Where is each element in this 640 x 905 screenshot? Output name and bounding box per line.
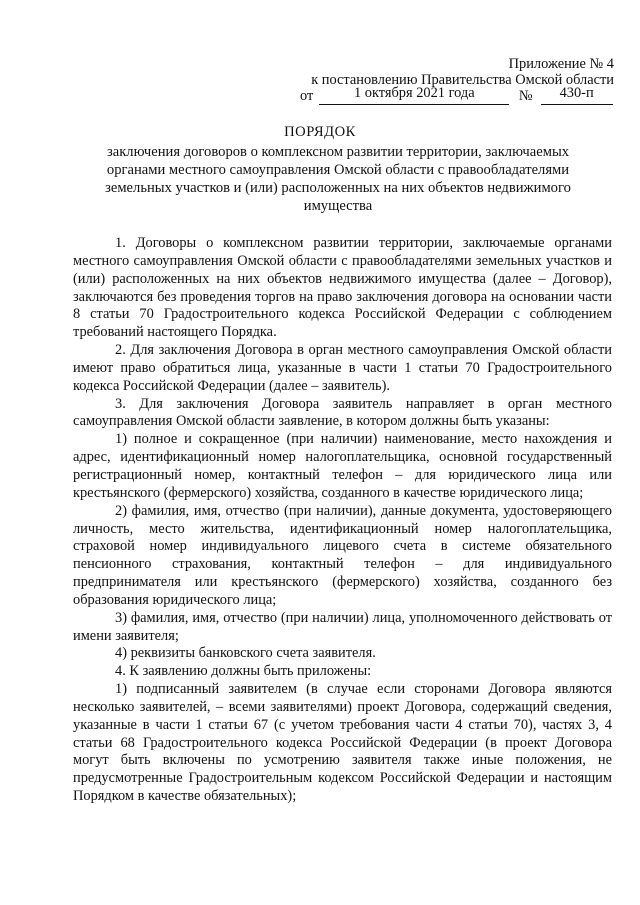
paragraph: 2) фамилия, имя, отчество (при наличии), данные документа, удостоверяющего личность, место жительства, идентификационный номер налогоплательщика, страховой номер индивидуального лицевого счета в системе обязательного пенсионного страхования, контактный телефон – для индивидуального предпринимателя или крестьянского (фермерского) хозяйства, созданного без образования юридического лица; (73, 502, 612, 608)
paragraph: 2. Для заключения Договора в орган местного самоуправления Омской области имеют право обратиться лица, указанные в части 1 статьи 70 Градостроительного кодекса Российской Федерации (далее – заявитель). (73, 342, 612, 394)
appendix-title: Приложение № 4 (508, 56, 614, 72)
from-label: от (300, 88, 314, 104)
paragraph: 1) полное и сокращенное (при наличии) наименование, место нахождения и адрес, идентификационный номер налогоплательщика, основной государственный регистрационный номер, контактный телефон – для юридического лица или крестьянского (фермерского) хозяйства, созданного в качестве юридического лица; (73, 431, 612, 501)
document-title: ПОРЯДОК (284, 124, 356, 140)
paragraph: 4. К заявлению должны быть приложены: (115, 663, 372, 680)
decree-number: 430-п (559, 85, 594, 101)
paragraph: 3) фамилия, имя, отчество (при наличии) лица, уполномоченного действовать от имени заявителя; (73, 609, 612, 644)
decree-date: 1 октября 2021 года (353, 85, 475, 101)
appendix-date-line (300, 87, 620, 105)
number-label: № (518, 88, 533, 104)
paragraph: 4) реквизиты банковского счета заявителя. (115, 645, 376, 662)
date-field (319, 85, 509, 105)
document-subtitle: заключения договоров о комплексном развитии территории, заключаемых органами местного самоуправления Омской области с правообладателями земельных участков и (или) расположенных на них объектов недвижимого имущества (105, 144, 571, 214)
paragraph: 3. Для заключения Договора заявитель направляет в орган местного самоуправления Омской области заявление, в котором должны быть указаны: (73, 395, 612, 430)
appendix-decree: к постановлению Правительства Омской области (311, 72, 614, 88)
document-body (73, 235, 612, 806)
paragraph: 1. Договоры о комплексном развитии территории, заключаемые органами местного самоуправления Омской области с правообладателями земельных участков и (или) расположенных на них объектов недвижимого имущества (далее – Договор), заключаются без проведения торгов на право заключения договора на основании части 8 статьи 70 Градостроительного кодекса Российской Федерации с соблюдением требований настоящего Порядка. (73, 235, 612, 341)
paragraph: 1) подписанный заявителем (в случае если сторонами Договора являются несколько заявителей, – всеми заявителями) проект Договора, содержащий сведения, указанные в части 1 статьи 67 (с учетом требования части 4 статьи 70), частях 3, 4 статьи 68 Градостроительного кодекса Российской Федерации (в проект Договора могут быть включены по усмотрению заявителя также иные положения, не предусмотренные Градостроительным кодексом Российской Федерации и настоящим Порядком в качестве обязательных); (73, 681, 612, 805)
number-field (541, 85, 613, 105)
